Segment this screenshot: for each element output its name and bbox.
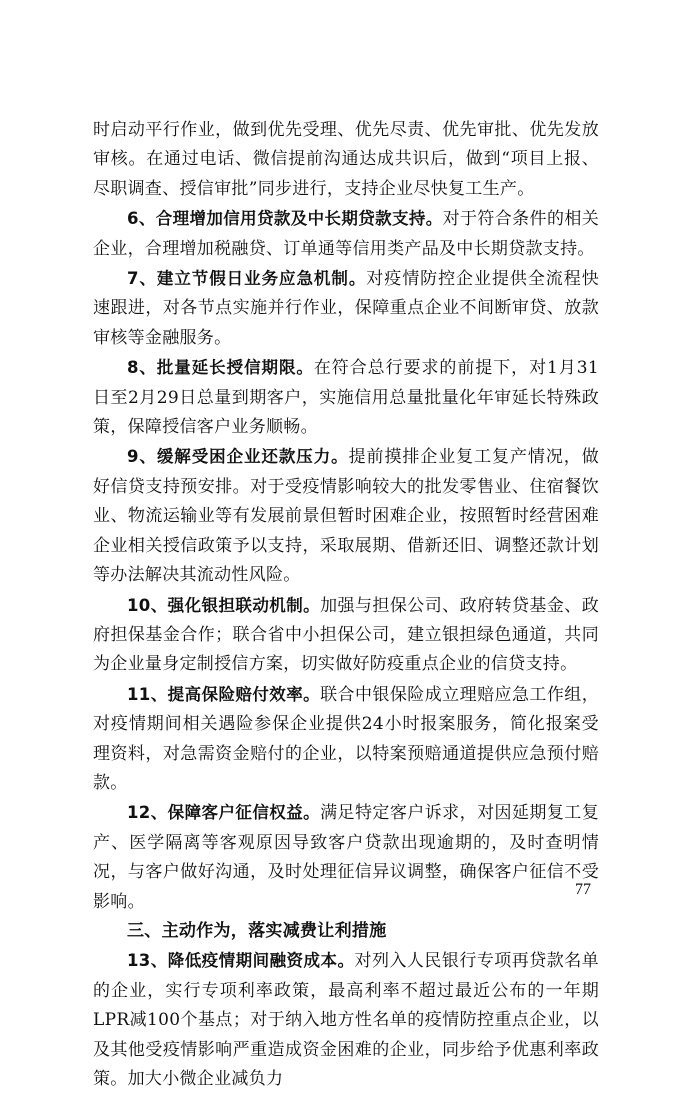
paragraph-item-9 bbox=[93, 442, 599, 590]
section-heading: 三、主动作为，落实减费让利措施 bbox=[127, 920, 387, 941]
page-number: 77 bbox=[575, 881, 591, 898]
paragraph-item-10 bbox=[93, 591, 599, 680]
paragraph-body: 对于符合条件的相关企业，合理增加税融贷、订单通等信用类产品及中长期贷款支持。 bbox=[93, 209, 599, 259]
paragraph-heading: 8、批量延长授信期限。 bbox=[127, 358, 314, 378]
paragraph-body: 对列入人民银行专项再贷款名单的企业，实行专项利率政策，最高利率不超过最近公布的一年期LPR减100个基点；对于纳入地方性名单的疫情防控重点企业，以及其他受疫情影响严重造成资金困难的企业，同步给予优惠利率政策。加大小微企业减负力 bbox=[93, 951, 599, 1089]
paragraph-item-12 bbox=[93, 798, 599, 917]
paragraph-body: 联合中银保险成立理赔应急工作组，对疫情期间相关遇险参保企业提供24小时报案服务，简化报案受理资料，对急需资金赔付的企业，以特案预赔通道提供应急预付赔款。 bbox=[93, 684, 599, 793]
paragraph-heading: 9、缓解受困企业还款压力。 bbox=[127, 447, 349, 467]
paragraph-body: 加强与担保公司、政府转贷基金、政府担保基金合作；联合省中小担保公司，建立银担绿色通道，共同为企业量身定制授信方案，切实做好防疫重点企业的信贷支持。 bbox=[93, 595, 599, 675]
paragraph-body: 满足特定客户诉求，对因延期复工复产、医学隔离等客观原因导致客户贷款出现逾期的，及时查明情况，与客户做好沟通，及时处理征信异议调整，确保客户征信不受影响。 bbox=[93, 803, 599, 912]
paragraph-item-7 bbox=[93, 264, 599, 353]
paragraph-continued bbox=[93, 116, 599, 204]
paragraph-heading: 7、建立节假日业务应急机制。 bbox=[127, 269, 367, 289]
paragraph-heading: 11、提高保险赔付效率。 bbox=[127, 684, 321, 704]
paragraph-heading: 10、强化银担联动机制。 bbox=[127, 595, 321, 615]
paragraph-item-6 bbox=[93, 204, 599, 264]
paragraph-heading: 12、保障客户征信权益。 bbox=[127, 803, 321, 823]
paragraph-heading: 6、合理增加信用贷款及中长期贷款支持。 bbox=[127, 209, 443, 229]
paragraph-body: 时启动平行作业，做到优先受理、优先尽责、优先审批、优先发放审核。在通过电话、微信提前沟通达成共识后，做到“项目上报、尽职调查、授信审批”同步进行，支持企业尽快复工生产。 bbox=[93, 120, 599, 199]
paragraph-body: 对疫情防控企业提供全流程快速跟进，对各节点实施并行作业，保障重点企业不间断审贷、放款审核等金融服务。 bbox=[93, 269, 599, 348]
paragraph-item-11 bbox=[93, 680, 599, 799]
document-page bbox=[93, 116, 599, 1094]
paragraph-body: 在符合总行要求的前提下，对1月31日至2月29日总量到期客户，实施信用总量批量化年审延长特殊政策，保障授信客户业务顺畅。 bbox=[93, 358, 599, 438]
paragraph-item-8 bbox=[93, 353, 599, 442]
paragraph-body: 提前摸排企业复工复产情况，做好信贷支持预安排。对于受疫情影响较大的批发零售业、住宿餐饮业、物流运输业等有发展前景但暂时困难企业，按照暂时经营困难企业相关授信政策予以支持，采取展期、借新还旧、调整还款计划等办法解决其流动性风险。 bbox=[93, 447, 599, 586]
paragraph-heading: 13、降低疫情期间融资成本。 bbox=[127, 951, 355, 971]
